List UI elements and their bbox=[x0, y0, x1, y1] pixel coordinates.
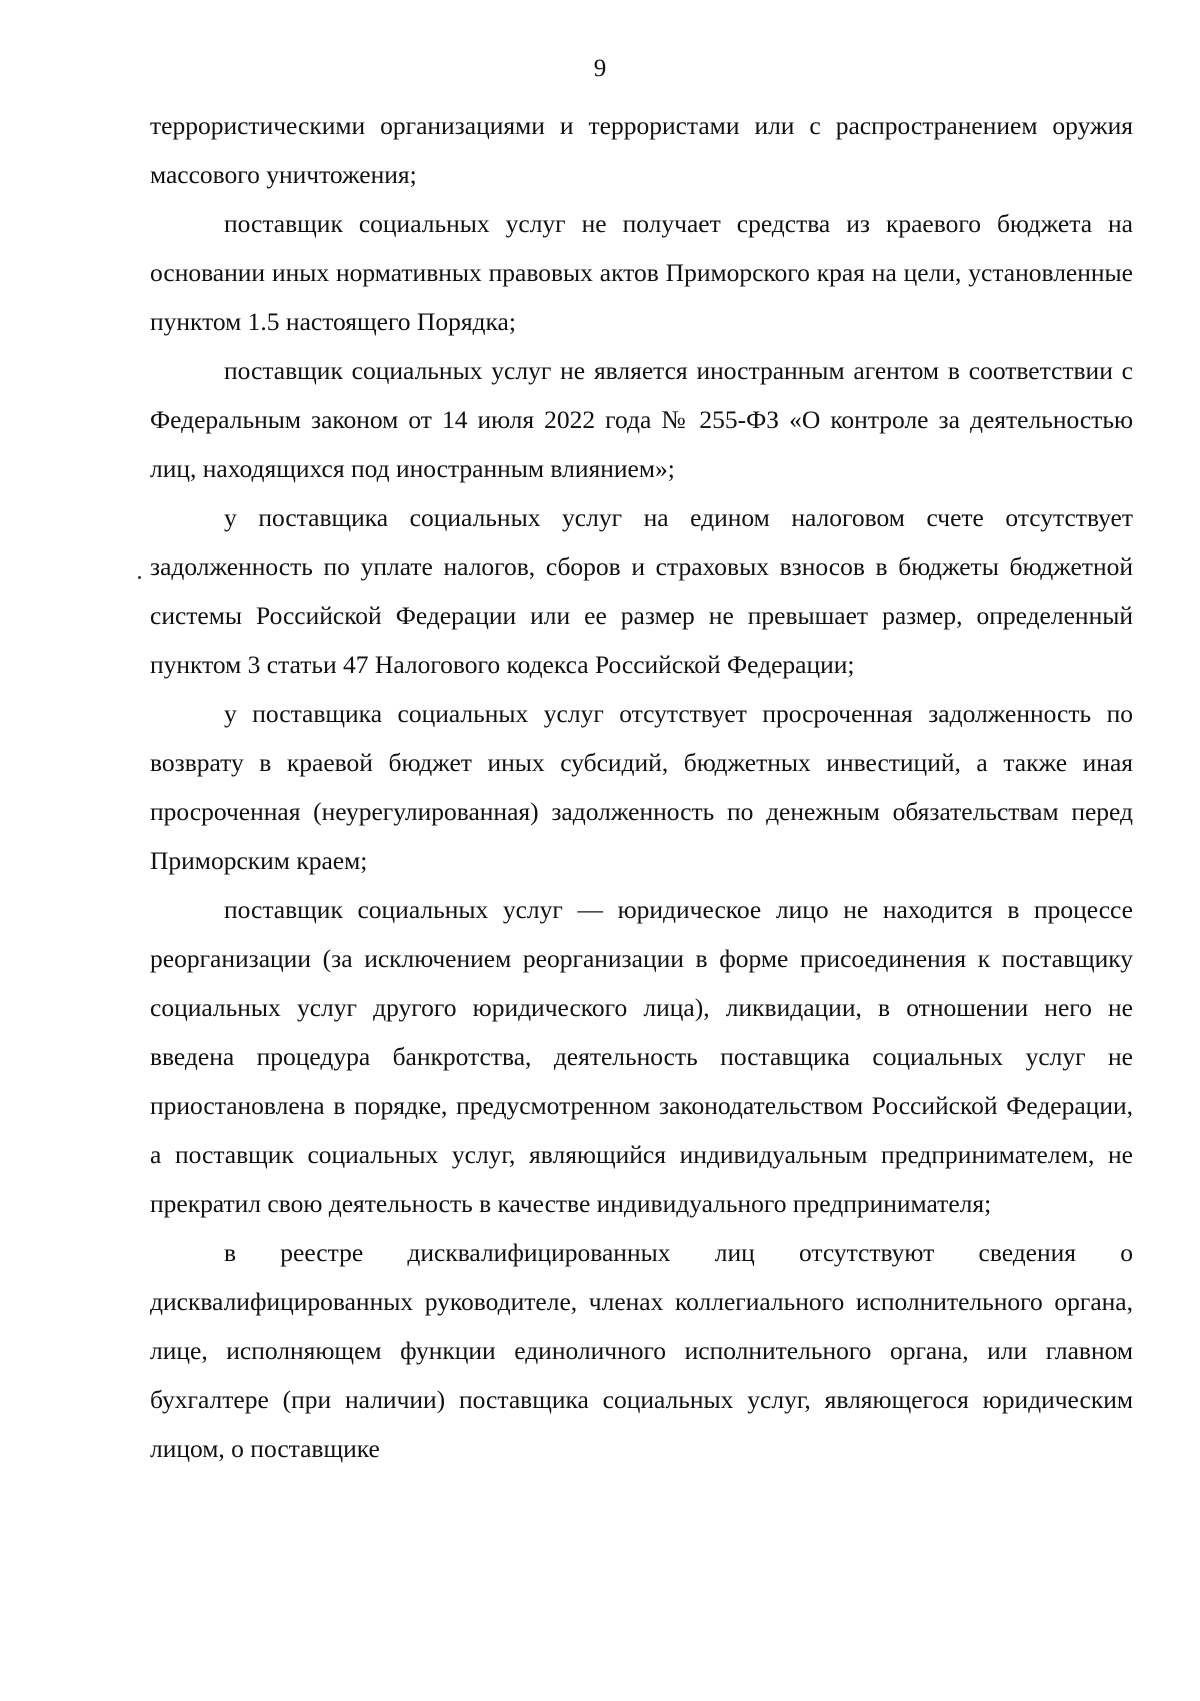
paragraph-tax-debt: у поставщика социальных услуг на едином налоговом счете отсутствует задолженность по уплате налогов, сборов и страховых взносов в бюджеты бюджетной системы Российской Федерации или ее размер не превышает размер, определенный пунктом 3 статьи 47 Налогового кодекса Российской Федерации; bbox=[150, 503, 1133, 679]
paragraph-overdue-debt: у поставщика социальных услуг отсутствует просроченная задолженность по возврату в краевой бюджет иных субсидий, бюджетных инвестиций, а также иная просроченная (неурегулированная) задолженность по денежным обязательствам перед Приморским краем; bbox=[150, 699, 1133, 875]
document-body bbox=[150, 101, 1133, 1473]
paragraph-disqualified-registry: в реестре дисквалифицированных лиц отсутствуют сведения о дисквалифицированных руководителе, членах коллегиального исполнительного органа, лице, исполняющем функции единоличного исполнительного органа, или главном бухгалтере (при наличии) поставщика социальных услуг, являющегося юридическим лицом, о поставщике bbox=[150, 1238, 1133, 1463]
paragraph-reorganization: поставщик социальных услуг — юридическое лицо не находится в процессе реорганизации (за исключением реорганизации в форме присоединения к поставщику социальных услуг другого юридического лица), ликвидации, в отношении него не введена процедура банкротства, деятельность поставщика социальных услуг не приостановлена в порядке, предусмотренном законодательством Российской Федерации, а поставщик социальных услуг, являющийся индивидуальным предпринимателем, не прекратил свою деятельность в качестве индивидуального предпринимателя; bbox=[150, 895, 1133, 1218]
paragraph-foreign-agent: поставщик социальных услуг не является иностранным агентом в соответствии с Федеральным законом от 14 июля 2022 года № 255-ФЗ «О контроле за деятельностью лиц, находящихся под иностранным влиянием»; bbox=[150, 356, 1133, 483]
scan-speck bbox=[138, 576, 141, 579]
paragraph-continuation: террористическими организациями и террористами или с распространением оружия массового уничтожения; bbox=[150, 111, 1133, 189]
paragraph-budget-funds: поставщик социальных услуг не получает средства из краевого бюджета на основании иных нормативных правовых актов Приморского края на цели, установленные пунктом 1.5 настоящего Порядка; bbox=[150, 209, 1133, 336]
page-number: 9 bbox=[593, 55, 607, 82]
